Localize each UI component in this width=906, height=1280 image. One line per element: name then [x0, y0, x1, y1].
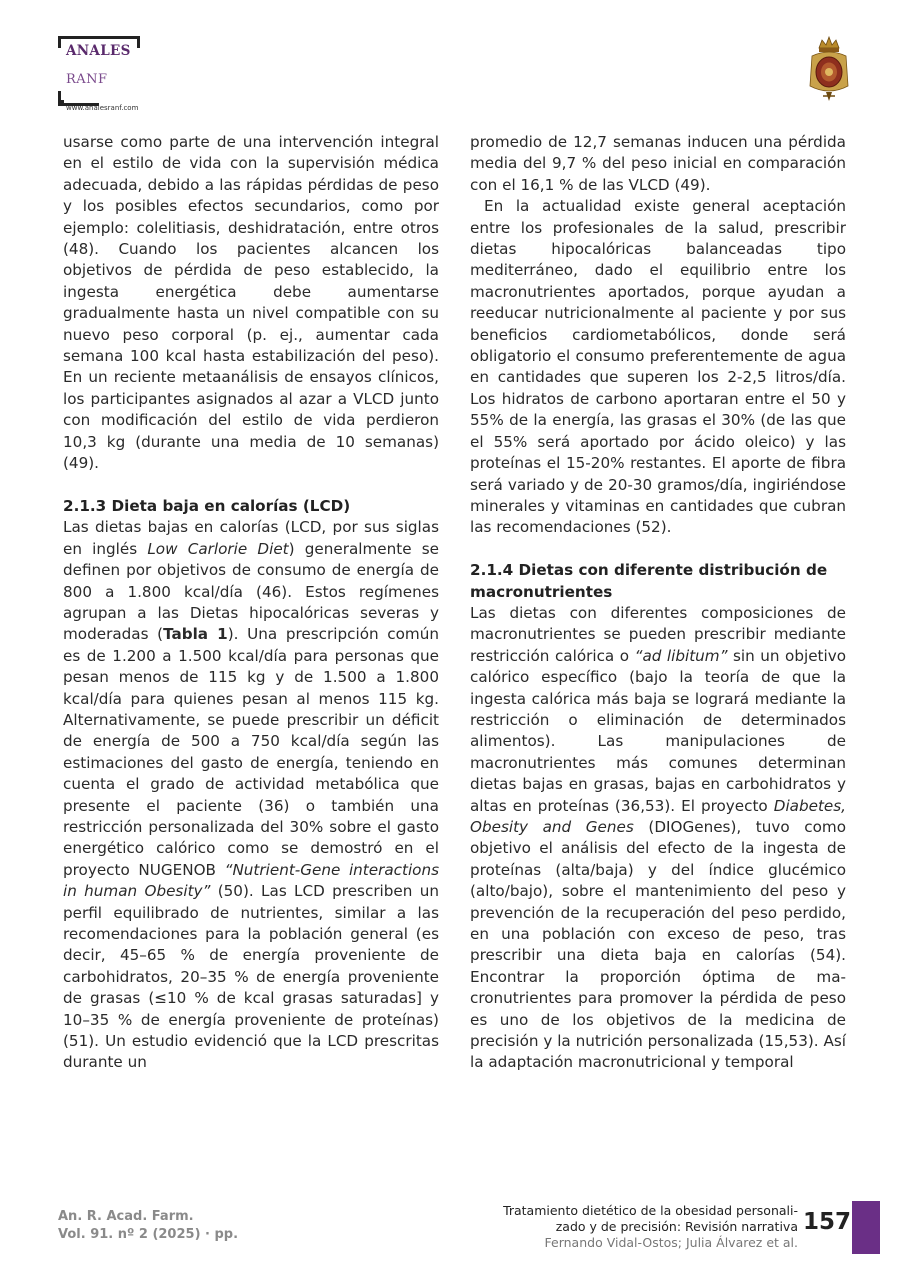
running-title-line-2: zado y de precisión: Revisión narrativa [555, 1219, 798, 1234]
left-column [63, 132, 439, 1074]
accent-bar [852, 1201, 880, 1254]
logo-ranf-text: RANF [66, 72, 108, 87]
italic-term: Diabetes, Obesity and Genes [470, 796, 846, 836]
right-paragraph-2: En la actualidad existe general aceptación entre los profesionales de la salud, prescribir dietas hipocalóricas balanceadas tipo mediterráneo, dado el equilibrio entre los macronutrientes aportados, porque ayudan a reeducar nutricionalmente al paciente y por sus beneficios cardiometabólicos, donde será obligatorio el consumo preferentemente de agua en cantidades que superen los 2-2,5 litros/día. Los hidratos de carbono aportaran entre el 50 y 55% de la energía, las grasas el 30% (de las que el 55% será aportado por ácido oleico) y las proteínas el 15-20% restantes. El aporte de fibra será variado y de 20-30 gramos/día, ingiriéndose minerales y vitaminas en cantidades que cubran las recomendaciones (52). [470, 197, 846, 537]
text-run: Las dietas con diferentes composiciones de macronutrientes se pueden prescribir mediante restricción calórica o [470, 603, 846, 665]
running-authors: Fernando Vidal-Ostos; Julia Álvarez et al. [544, 1235, 798, 1250]
text-run: Las dietas bajas en calorías (LCD, por sus siglas en inglés [63, 518, 439, 558]
left-paragraph-1: usarse como parte de una intervención integral en el estilo de vida con la supervisión médica adecuada, debido a las rápidas pérdidas de peso y los posibles efectos secundarios, como por ejemplo: colelitiasis, deshidratación, entre otros (48). Cuando los pacientes alcancen los objetivos de pérdida de peso establecido, la ingesta energética debe aumentarse gradualmente hasta un nivel compatible con su nuevo peso corporal (p. ej., aumentar cada semana 100 kcal hasta estabilización del peso). En un reciente metaanálisis de ensayos clínicos, los participantes asignados al azar a VLCD junto con modificación del estilo de vida perdieron 10,3 kg (durante una media de 10 semanas) (49). [63, 133, 439, 473]
journal-volume: Vol. 91. nº 2 (2025) · pp. [58, 1227, 239, 1242]
page-number: 157 [803, 1209, 852, 1235]
academy-crest-icon [806, 34, 852, 104]
text-run: sin un objetivo calórico específico (bajo la teoría de que la ingesta calórica más baja se logrará mediante la restricción o eliminación de determinados alimentos). Las manipulaciones de macronutrientes más comunes determinan dietas bajas en grasas, bajas en carbohidratos y altas en proteínas (36,53). El proyecto [470, 646, 846, 815]
italic-term: Low Carlorie Diet [147, 539, 289, 558]
italic-term: “Nutrient-Gene interactions in human Obesity” [63, 860, 439, 901]
text-run: ) generalmente se definen por objetivos de consumo de energía de 800 a 1.800 kcal/día (46). Estos regímenes agrupan a las Dietas hipocalóricas severas y moderadas ( [63, 539, 439, 644]
italic-term: “ad libitum” [634, 646, 728, 665]
running-title-line-1: Tratamiento dietético de la obesidad personali- [503, 1203, 798, 1218]
left-paragraph-2 [63, 517, 439, 1074]
right-column [470, 132, 846, 1074]
text-run: (50). Las LCD prescriben un perfil equilibrado de nutrientes, similar a las recomendaciones para la población general (es decir, 45–65 % de energía proveniente de carbohidratos, 20–35 % de energía proveniente de grasas (≤10 % de kcal grasas saturadas] y 10–35 % de energía proveniente de proteínas) (51). Un estudio evidenció que la LCD prescritas durante un [63, 882, 439, 1072]
right-paragraph-1: promedio de 12,7 semanas inducen una pérdida media del 9,7 % del peso inicial en comparación con el 16,1 % de las VLCD (49). [470, 133, 846, 194]
text-run: ). Una prescripción común es de 1.200 a 1.500 kcal/día para personas que pesan menos de 115 kg y de 1.500 a 1.800 kcal/día para quienes pesan al menos 115 kg. Alternativamente, se puede prescribir un déficit de energía de 500 a 750 kcal/día según las estimaciones del gasto de energía, teniendo en cuenta el grado de actividad metabólica que presente el paciente (36) o también una restricción personalizada del 30% sobre el gasto energético calórico como se demostró en el proyecto NUGENOB [63, 625, 439, 879]
journal-logo [58, 36, 178, 116]
logo-url: www.analesranf.com [66, 104, 139, 112]
logo-bracket-corner [58, 100, 64, 106]
section-heading-2-1-3: 2.1.3 Dieta baja en calorías (LCD) [63, 496, 351, 515]
running-title [418, 1203, 798, 1251]
right-paragraph-3 [470, 603, 846, 1074]
section-heading-2-1-4: 2.1.4 Dietas con diferente distribución de macronutrientes [470, 561, 828, 601]
table-reference: Tabla 1 [163, 625, 228, 644]
logo-anales-text: ANALES [66, 43, 131, 59]
journal-citation [58, 1208, 238, 1244]
text-run: (DIOGenes), tuvo como objetivo el análisis del efecto de la ingesta de proteínas (alta/baja) y del índice glucémico (alto/bajo), sobre el mantenimiento del peso y prevención de la recuperación del peso perdido, en una población con exceso de peso, tras prescribir una dieta baja en calorías (54). Encontrar la proporción óptima de macronutrientes para promover la pérdida de peso es uno de los objetivos de la medicina de precisión y la nutrición personalizada (15,53). Así la adaptación macronutricional y temporal [470, 817, 846, 1072]
journal-name: An. R. Acad. Farm. [58, 1209, 194, 1224]
